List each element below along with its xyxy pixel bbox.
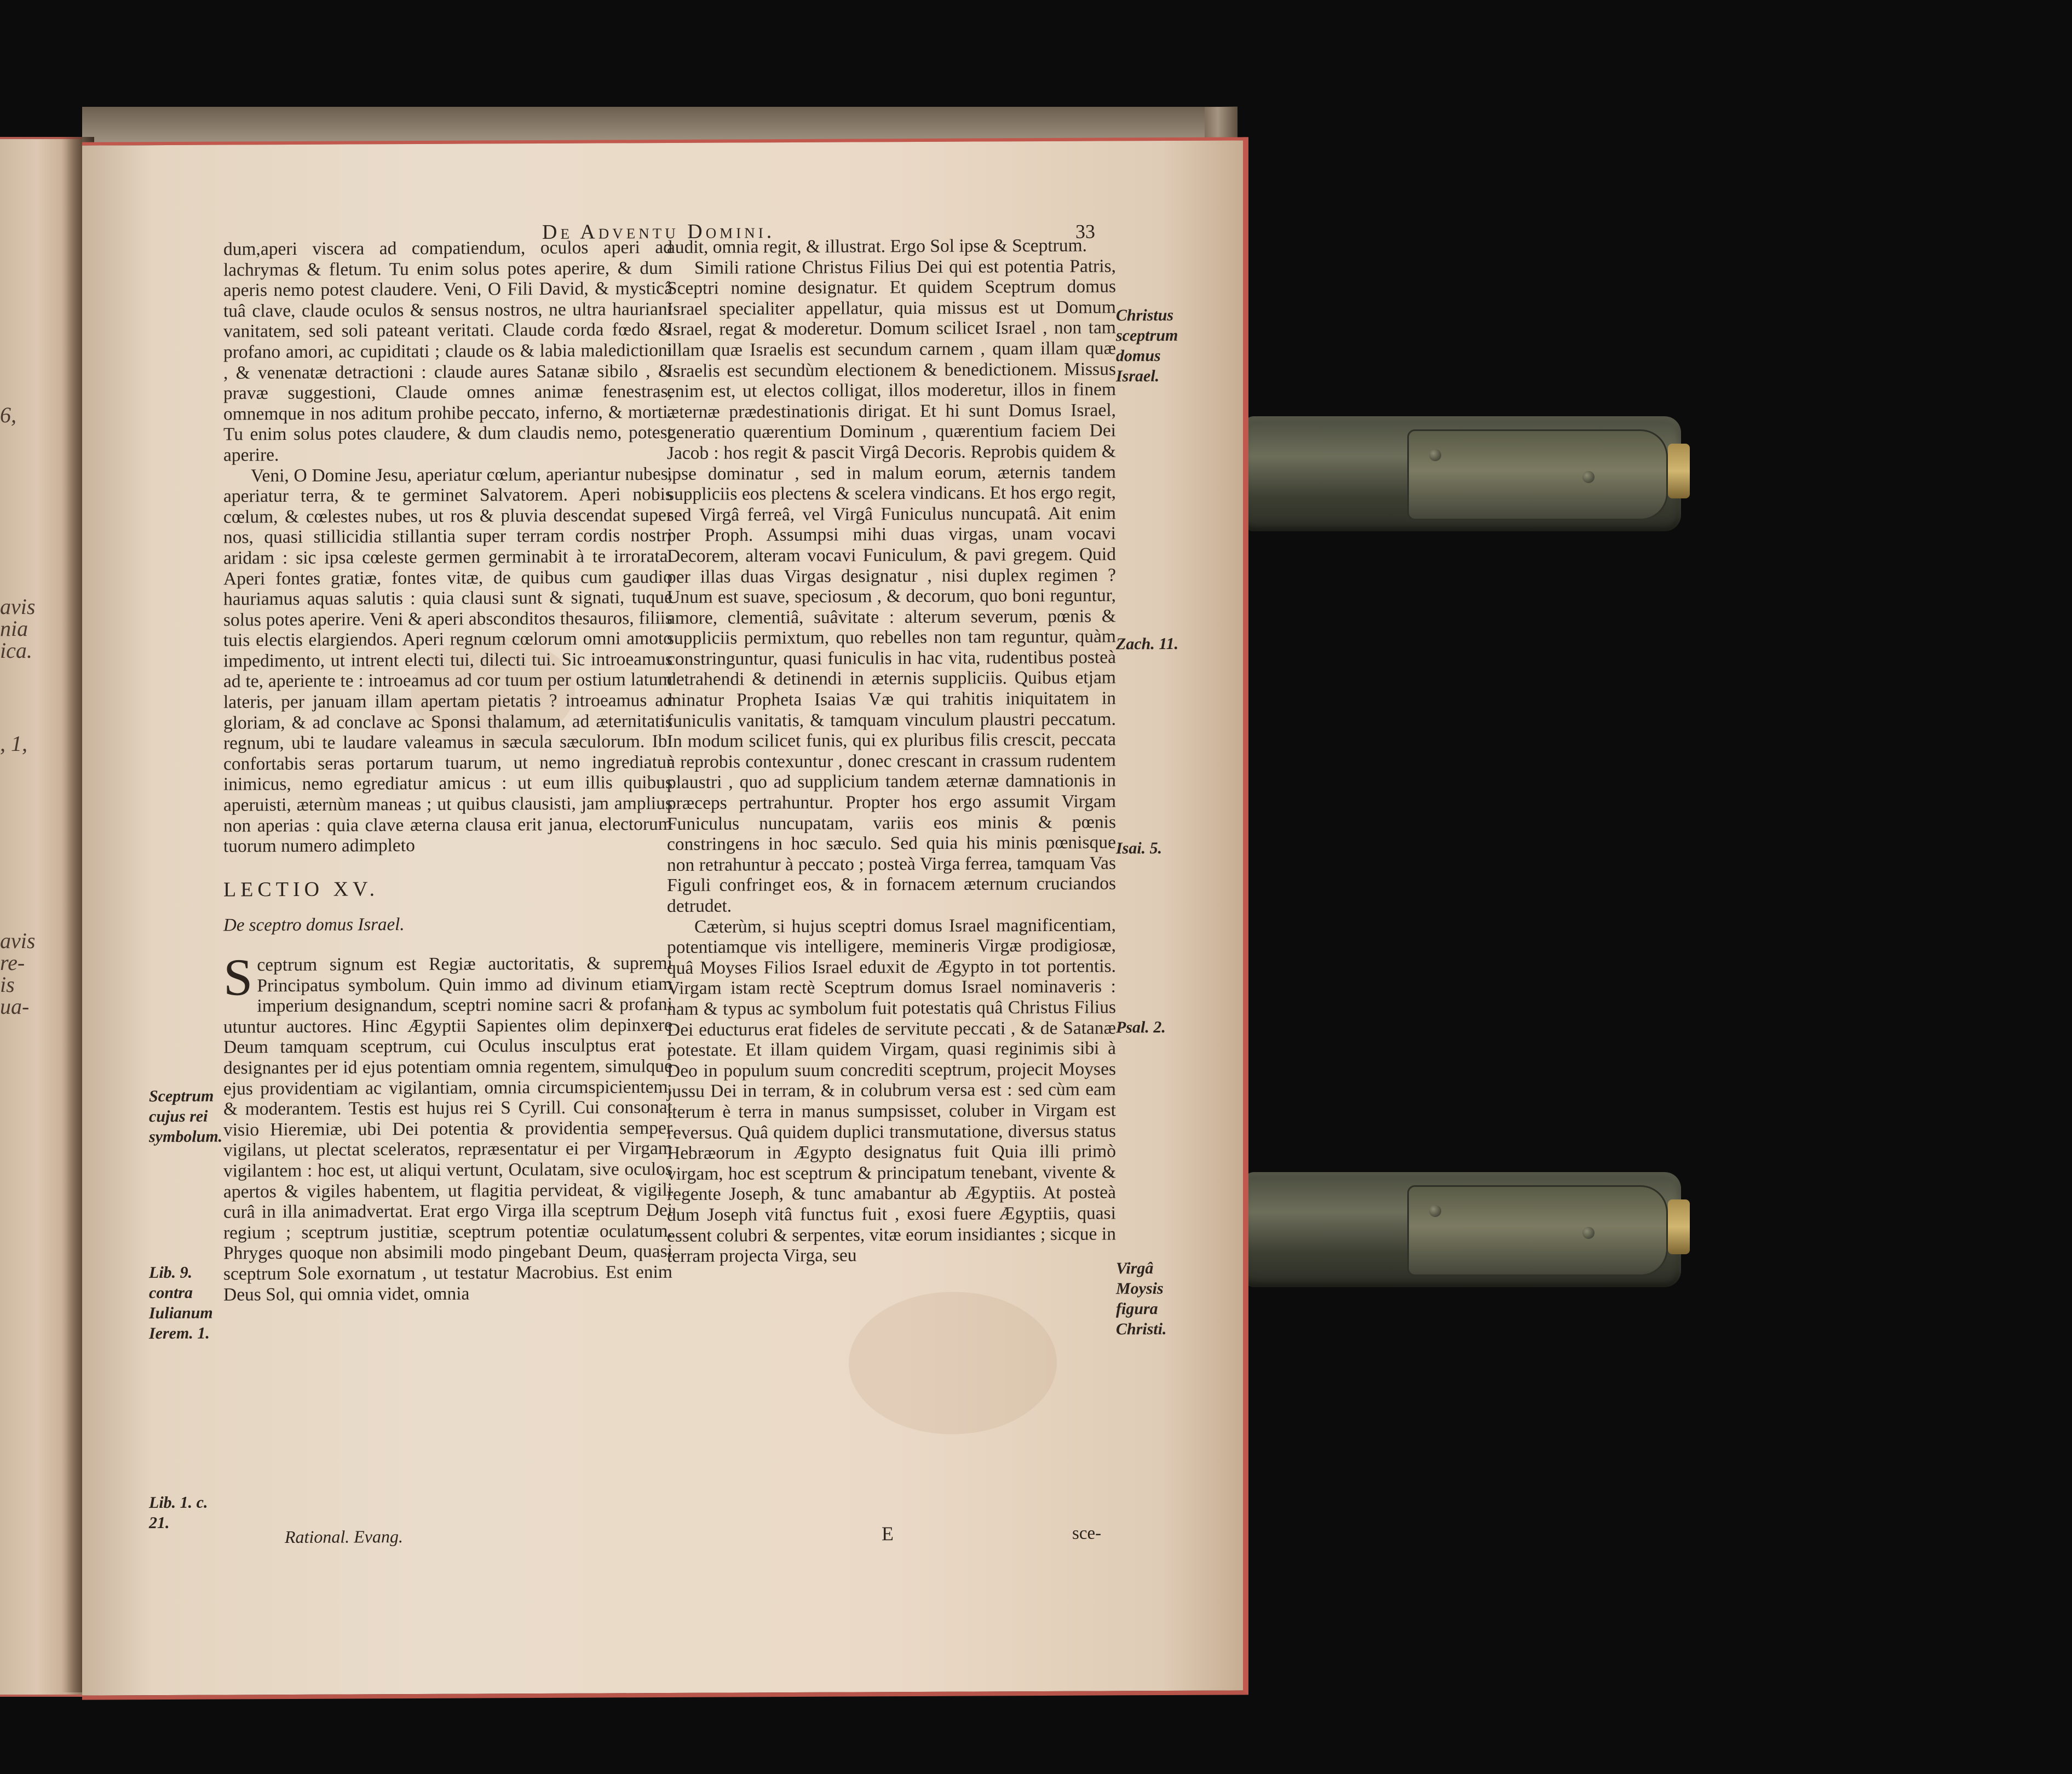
previous-page-fragment: ica. [0,638,32,663]
page-number: 33 [1075,220,1095,243]
margin-note: Lib. 9. contra Iulianum Ierem. 1. [149,1263,213,1343]
paragraph: dum,aperi viscera ad compatiendum, oculos aperi ad lachrymas & fletum. Tu enim solus potes aperire, & dum aperis nemo potest claudere. Veni, O Fili David, & mysticâ tuâ clave, claude oculos & sensus nostros, ne ultra hauriant vanitatem, sed soli pateant veritati. Claude corda fœdo & profano amori, ac cupiditati ; claude os & labia maledictioni , & venenatæ detractioni : claude aures Satanæ sibilo , & pravæ suggestioni, Claude omnes animæ fenestras, omnemque in nos aditum prohibe peccato, inferno, & morti. Tu enim solus potes claudere, & dum claudis nemo, potest aperire. [223,237,672,466]
previous-page-fragment: is [0,972,15,997]
running-head: De Adventu Domini. [542,220,775,244]
lectio-paragraph [223,948,672,1305]
previous-page-fragment: 6, [0,403,16,427]
margin-note: Sceptrum cujus rei symbolum. [149,1087,223,1146]
clasp-rivet [1582,471,1595,483]
margin-note: Isai. 5. [1116,839,1162,858]
paragraph: audit, omnia regit, & illustrat. Ergo Sol ipse & Sceptrum. [667,235,1087,257]
clasp-tip [1668,444,1690,498]
paragraph: Veni, O Domine Jesu, aperiatur cœlum, aperiantur nubes, aperiatur terra, & te germinet Salvatorem. Aperi nobis cœlum, & cœlestes nubes, ut ros & pluvia descendat super nos, quasi stillicidia stillantia super terram cordis nostri aridam : sic ipsa cœleste germen germinabit à te irrorata. Aperi fontes gratiæ, fontes vitæ, de quibus cum gaudio hauriamus aquas salutis : quia clausi sunt & signati, tuque solus potes aperire. Veni & aperi absconditos thesauros, filiis tuis electis elargiendos. Aperi regnum cœlorum omni amoto impedimento, ut intrent electi tui, dilecti tui. Sic introeamus ad te, aperiente te : introeamus ad cor tuum per ostium latum lateris, per januam illam apertam pietatis ? introeamus ad gloriam, & ad conclave ac Sponsi thalamum, ad æternitatis regnum, ubi te laudare valeamus in sæcula sæculorum. Ibi confortabis seras portarum tuarum, ut nemo ingrediatur inimicus, nemo egrediatur amicus : ut eum illis quibus aperuisti, æternùm maneas ; ut quibus clausisti, jam amplius non aperias : quia clave æterna clausa erit janua, electorum tuorum numero adimpleto [223,463,672,857]
signature-mark: E [882,1523,894,1545]
paper-stain [849,1291,1057,1435]
clasp-rivet [1429,1205,1441,1217]
lectio-text: ceptrum signum est Regiæ auctoritatis, & supremi Principatus symbolum. Quin immo ad divinum etiam imperium designandum, sceptri nomine sacri & profani utuntur auctores. Hinc Ægyptii Sapientes olim depinxere Deum tamquam sceptrum, cui Oculus insculptus erat ; designantes per id ejus potentiam omnia regentem, simulque ejus providentiam ac vigilantiam, omnia circumspicientem, & moderantem. Testis est hujus rei S Cyrill. Cui consonat visio Hieremiæ, ubi Dei potentia & providentia semper vigilans, ut plectat sceleratos, repræsentatur ei per Virgam vigilantem : hoc est, ut aliqui vertunt, Oculatam, sive oculos apertos & vigiles habentem, ut flagitia pervideat, & vigili curâ in illa animadvertat. Erat ergo Virga illa sceptrum Dei regium ; sceptrum justitiæ, sceptrum potentiæ oculatum. Phryges quoque non absimili modo pingebant Deum, quasi sceptrum Sole exornatum , ut testatur Macrobius. Est enim Deus Sol, qui omnia videt, omnia [223,952,672,1305]
catchword: sce- [1072,1523,1102,1543]
drop-capital: S [223,948,253,1007]
clasp-rivet [1582,1227,1595,1239]
footer-title: Rational. Evang. [285,1526,403,1547]
lectio-subtitle: De sceptro domus Israel. [223,915,405,935]
book-page [82,137,1248,1700]
clasp-rivet [1429,449,1441,461]
clasp-plate [1407,1185,1668,1276]
previous-page-fragment: avis [0,928,36,953]
lectio-heading: LECTIO XV. [223,877,379,902]
margin-note: Christus sceptrum domus Israel. [1116,306,1178,386]
paragraph: Simili ratione Christus Filius Dei qui est potentia Patris, Sceptri nomine designatur. Et quidem Sceptrum domus Israel specialiter appellatur, quia missus est ut Domum Israel, regat & moderetur. Domum scilicet Israel , non tam illam quæ Israelis est secundum carnem , quam illam quæ Israelis est secundùm electionem & benedictionem. Missus enim est, ut electos colligat, illos moderetur, illos in finem æternæ prædestinationis dirigat. Et hi sunt Domus Israel, generatio quærentium Dominum , quærentium faciem Dei Jacob : hos regit & pascit Virgâ Decoris. Reprobis quidem & ipse dominatur , sed in malum eorum, æternis tandem suppliciis eos plectens & scelera vindicans. Et hos ergo regit, sed Virgâ ferreâ, vel Virgâ Funiculus nuncupatâ. Ait enim per Proph. Assumpsi mihi duas virgas, unam vocavi Decorem, alteram vocavi Funiculum, & pavi gregem. Quid per illas duas Virgas designatur , nisi duplex regimen ? Unum est suave, speciosum , & decorum, quo boni reguntur, amore, clementiâ, suâvitate : alterum severum, pœnis & suppliciis permixtum, quo rebelles non tam reguntur, quàm constringuntur, quasi funiculis in hac vita, rudentibus posteà detrahendi & detinendi in æternis suppliciis. Quibus etjam minatur Propheta Isaias Væ qui trahitis iniquitatem in funiculis vanitatis, & tamquam vinculum plaustri peccatum. In modum scilicet funis, qui ex pluribus filis crescit, peccata à reprobis contexuntur , donec crescant in crassum rudentem plaustri , quo ad supplicium tandem æternæ damnationis in præceps pertrahuntur. Propter hos ergo assumit Virgam Funiculus nuncupatam, variis eos minis & pœnis constringens in hoc sæculo. Sed quia his minis pœnisque non retrahuntur à peccato ; posteà Virga ferrea, tamquam Vas Figuli confringet eos, & in fornacem æternum cruciandos detrudet. [667,256,1116,916]
margin-note: Lib. 1. c. 21. [149,1493,208,1532]
previous-page-fragment: nia [0,616,28,641]
margin-note: Virgâ Moysis figura Christi. [1116,1259,1167,1339]
previous-page-fragment: , 1, [0,731,27,756]
margin-note: Zach. 11. [1116,634,1179,653]
left-text-column [223,237,672,1305]
clasp-tip [1668,1199,1690,1254]
upper-clasp [1243,416,1681,531]
margin-note: Psal. 2. [1116,1018,1166,1037]
clasp-plate [1407,429,1668,520]
previous-page-fragment: ua- [0,994,30,1019]
previous-page-fragment: re- [0,950,25,975]
lower-clasp [1243,1172,1681,1287]
right-text-column [667,235,1116,1266]
previous-page-fragment: avis [0,594,36,619]
paragraph: Cæterùm, si hujus sceptri domus Israel magnificentiam, potentiamque vis intelligere, memineris Virgæ prodigiosæ, quâ Moyses Filios Israel eduxit de Ægypto in tot portentis. Virgam istam rectè Sceptrum domus Israel nominaveris : nam & typus ac symbolum fuit potestatis quâ Christus Filius Dei educturus erat fideles de servitute peccati , & de Satanæ potestate. Et illam quidem Virgam, quasi reginimis sibi à Deo in populum suum concrediti sceptrum, projecit Moyses jussu Dei in terram, & in colubrum versa est : sed cùm eam iterum è terra in manus sumpsisset, coluber in Virgam est reversus. Quâ quidem duplici transmutatione, diversus status Hebræorum in Ægypto designatus fuit Quia illi primò virgam, hoc est sceptrum & principatum tenebant, vivente & regente Joseph, & tunc amabantur ab Ægyptiis. At posteà dum Joseph vitâ functus fuit , exosi fuere Ægyptiis, quasi essent colubri & serpentes, vitæ eorum insidiantes ; sicque in terram projecta Virga, seu [667,915,1116,1267]
